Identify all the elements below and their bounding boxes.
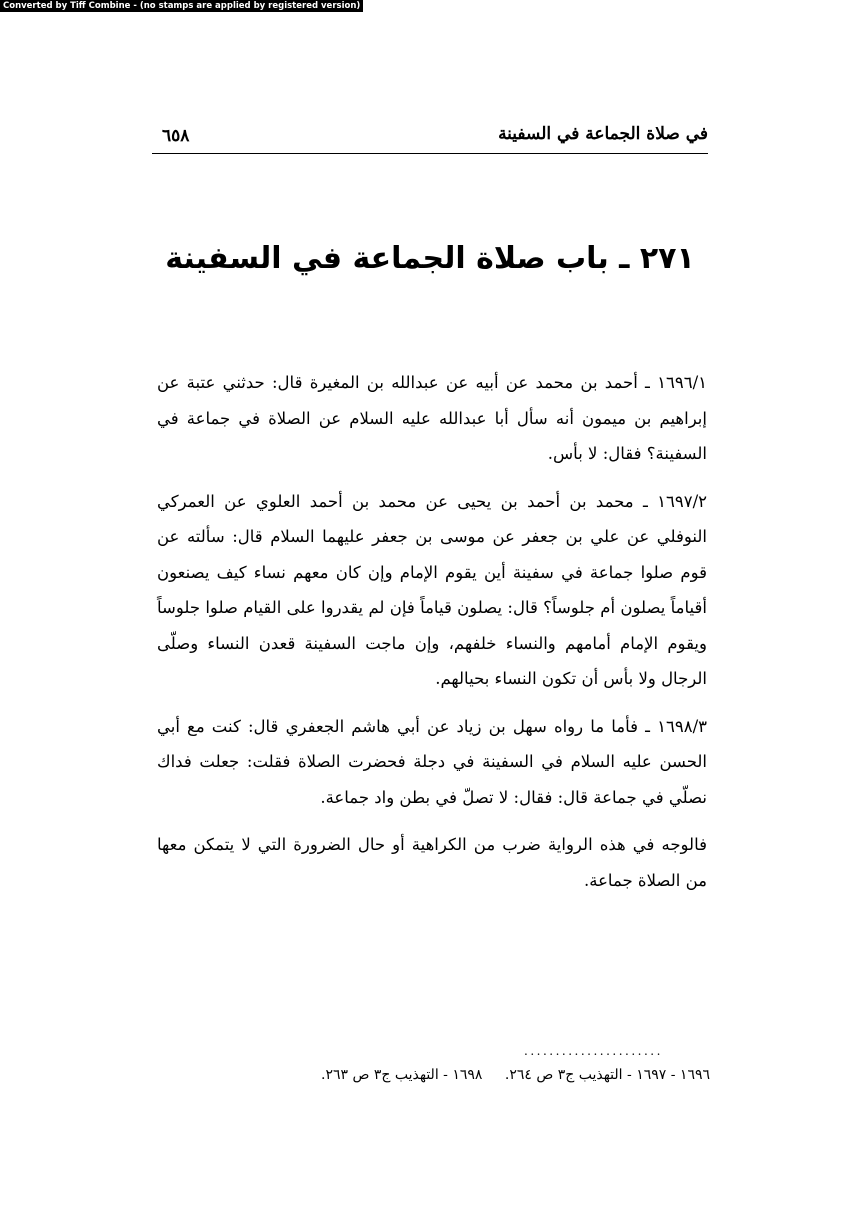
footnote <box>266 1060 710 1090</box>
hadith-paragraph-1697: ١٦٩٧/٢ ـ محمد بن أحمد بن يحيى عن محمد بن أحمد العلوي عن العمركي النوفلي عن علي بن جعفر عن موسى بن جعفر عليهما السلام قال: سألته عن قوم صلوا جماعة في سفينة أين يقوم الإمام وإن كان معهم نساء كيف يصنعون أقياماً يصلون أم جلوساً؟ قال: يصلون قياماً فإن لم يقدروا على القيام صلوا جلوساً ويقوم الإمام أمامهم والنساء خلفهم، وإن ماجت السفينة قعدن النساء وصلّى الرجال ولا بأس أن تكون النساء بحيالهم. <box>157 491 707 688</box>
hadith-paragraph-1696: ١٦٩٦/١ ـ أحمد بن محمد عن أبيه عن عبدالله بن المغيرة قال: حدثني عتبة عن إبراهيم بن ميمون أنه سأل أبا عبدالله عليه السلام عن الصلاة في جماعة في السفينة؟ فقال: لا بأس. <box>157 373 707 463</box>
page-number: ٦٥٨ <box>162 126 190 146</box>
header-rule <box>152 153 708 154</box>
hadith-paragraph-1698: ١٦٩٨/٣ ـ فأما ما رواه سهل بن زياد عن أبي هاشم الجعفري قال: كنت مع أبي الحسن عليه السلام في السفينة في دجلة فحضرت الصلاة فقلت: جعلت فداك نصلّي في جماعة قال: فقال: لا تصلّ في بطن واد جماعة. <box>157 716 707 807</box>
footnote-reference-1698: ١٦٩٨ - التهذيب ج٣ ص ٢٦٣. <box>321 1067 483 1083</box>
conversion-banner: Converted by Tiff Combine - (no stamps are applied by registered version) <box>0 0 363 12</box>
footnote-separator: ...................... <box>524 1044 663 1058</box>
body-text <box>157 365 707 898</box>
chapter-title: ٢٧١ ـ باب صلاة الجماعة في السفينة <box>165 241 695 276</box>
footnote-reference-1696-1697: ١٦٩٦ - ١٦٩٧ - التهذيب ج٣ ص ٢٦٤. <box>504 1067 710 1083</box>
running-header <box>152 116 708 152</box>
commentary-paragraph: فالوجه في هذه الرواية ضرب من الكراهية أو حال الضرورة التي لا يتمكن معها من الصلاة جماعة. <box>157 835 707 890</box>
running-title: في صلاة الجماعة في السفينة <box>498 124 708 144</box>
